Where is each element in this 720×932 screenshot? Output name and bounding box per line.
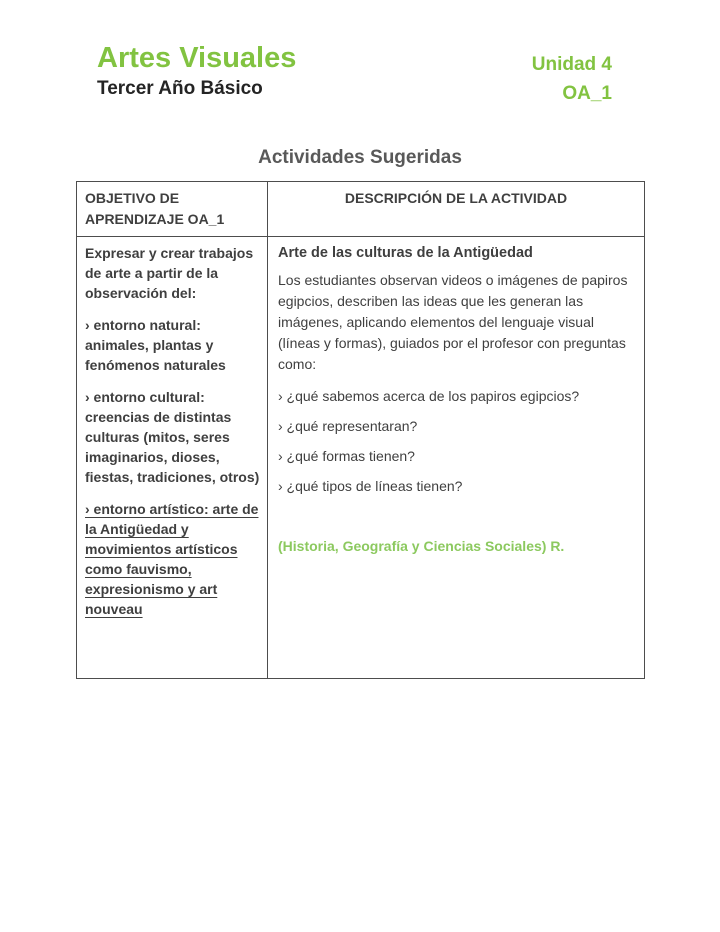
table-header-row — [77, 182, 645, 237]
description-header-cell: DESCRIPCIÓN DE LA ACTIVIDAD — [268, 182, 645, 237]
document-title: Artes Visuales — [97, 42, 297, 74]
activity-questions — [278, 386, 635, 497]
activity-cell — [268, 237, 645, 679]
oa-label: OA_1 — [562, 83, 612, 104]
objective-intro: Expresar y crear trabajos de arte a partir de la observación del: — [85, 245, 254, 301]
activity-question: › ¿qué representaran? — [278, 418, 418, 434]
document-header — [97, 42, 296, 100]
activity-paragraph: Los estudiantes observan videos o imágenes de papiros egipcios, describen las ideas que les generan las imágenes, aplicando elementos del lenguaje visual (líneas y formas), guiados por el profesor con preguntas como: — [278, 272, 628, 372]
activity-heading: Arte de las culturas de la Antigüedad — [278, 245, 533, 261]
unit-label: Unidad 4 — [531, 54, 612, 75]
table-body-row — [77, 237, 645, 679]
objective-header-cell: OBJETIVO DE APRENDIZAJE OA_1 — [77, 182, 268, 237]
objective-item: › entorno cultural: creencias de distintas culturas (mitos, seres imaginarios, dioses, fiestas, tradiciones, otros) — [85, 389, 260, 485]
section-title: Actividades Sugeridas — [258, 147, 462, 168]
activity-question: › ¿qué sabemos acerca de los papiros egipcios? — [278, 388, 580, 404]
activity-question: › ¿qué formas tienen? — [278, 448, 415, 464]
objective-item: › entorno natural: animales, plantas y fenómenos naturales — [85, 317, 226, 373]
document-header-meta — [532, 50, 612, 108]
objective-item-underlined: › entorno artístico: arte de la Antigüedad y movimientos artísticos como fauvismo, expresionismo y art nouveau — [85, 501, 259, 617]
document-subtitle: Tercer Año Básico — [97, 78, 263, 100]
activity-question: › ¿qué tipos de líneas tienen? — [278, 478, 463, 494]
activity-note: (Historia, Geografía y Ciencias Sociales) R. — [278, 538, 565, 554]
activity-table — [76, 181, 645, 679]
objective-cell — [77, 237, 268, 679]
